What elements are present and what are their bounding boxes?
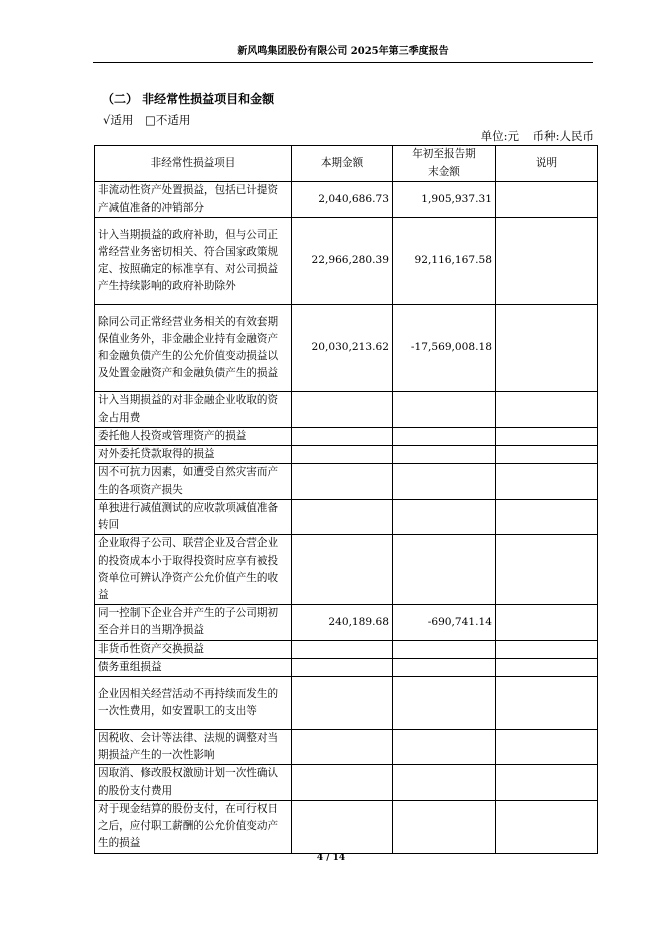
row-current-cell	[292, 658, 393, 676]
row-current-cell	[292, 800, 393, 853]
row-item-cell: 对外委托贷款取得的损益	[95, 446, 292, 464]
row-ytd-cell	[393, 730, 496, 765]
row-note-cell	[496, 800, 598, 853]
row-item-cell: 非货币性资产交换损益	[95, 640, 292, 658]
row-ytd-cell	[393, 428, 496, 446]
table-row	[95, 765, 598, 800]
row-current-cell	[292, 535, 393, 605]
row-current-cell	[292, 677, 393, 730]
row-note-cell	[496, 499, 598, 534]
row-item-cell: 计入当期损益的政府补助，但与公司正常经营业务密切相关、符合国家政策规定、按照确定的标准享有、对公司损益产生持续影响的政府补助除外	[95, 218, 292, 305]
row-note-cell	[496, 605, 598, 640]
row-current-cell: 20,030,213.62	[292, 305, 393, 392]
row-current-cell: 2,040,686.73	[292, 182, 393, 218]
row-note-cell	[496, 305, 598, 392]
row-ytd-cell	[393, 464, 496, 499]
row-note-cell	[496, 765, 598, 800]
row-note-cell	[496, 677, 598, 730]
row-ytd-cell	[393, 499, 496, 534]
row-item-cell: 除同公司正常经营业务相关的有效套期保值业务外，非金融企业持有金融资产和金融负债产生的公允价值变动损益以及处置金融资产和金融负债产生的损益	[95, 305, 292, 392]
unit-label: 单位:元	[480, 129, 519, 143]
page-number: 4 / 14	[316, 853, 346, 863]
row-note-cell	[496, 730, 598, 765]
row-item-cell: 计入当期损益的对非金融企业收取的资金占用费	[95, 392, 292, 428]
table-row	[95, 499, 598, 534]
table-body	[95, 182, 598, 854]
row-current-cell	[292, 392, 393, 428]
row-item-cell: 因取消、修改股权激励计划一次性确认的股份支付费用	[95, 765, 292, 800]
table-row	[95, 182, 598, 218]
row-ytd-cell: -17,569,008.18	[393, 305, 496, 392]
table-header-row	[95, 146, 598, 182]
header-current: 本期金额	[292, 146, 393, 182]
row-note-cell	[496, 640, 598, 658]
table-row	[95, 392, 598, 428]
row-item-cell: 同一控制下企业合并产生的子公司期初至合并日的当期净损益	[95, 605, 292, 640]
row-ytd-cell: -690,741.14	[393, 605, 496, 640]
non-recurring-gains-table	[94, 145, 598, 854]
row-ytd-cell	[393, 392, 496, 428]
row-ytd-cell	[393, 535, 496, 605]
row-item-cell: 因税收、会计等法律、法规的调整对当期损益产生的一次性影响	[95, 730, 292, 765]
row-current-cell	[292, 499, 393, 534]
header-divider	[93, 62, 593, 63]
row-current-cell	[292, 765, 393, 800]
row-ytd-cell	[393, 446, 496, 464]
row-note-cell	[496, 428, 598, 446]
table-row	[95, 428, 598, 446]
row-current-cell: 240,189.68	[292, 605, 393, 640]
row-current-cell	[292, 464, 393, 499]
row-ytd-cell	[393, 658, 496, 676]
document-header: 新风鸣集团股份有限公司 2025年第三季度报告	[237, 46, 449, 57]
table-row	[95, 658, 598, 676]
row-note-cell	[496, 182, 598, 218]
table-row	[95, 535, 598, 605]
table-row	[95, 464, 598, 499]
row-item-cell: 企业取得子公司、联营企业及合营企业的投资成本小于取得投资时应享有被投资单位可辨认净资产公允价值产生的收益	[95, 535, 292, 605]
currency-label: 币种:人民币	[532, 129, 594, 143]
row-item-cell: 因不可抗力因素，如遭受自然灾害而产生的各项资产损失	[95, 464, 292, 499]
table-row	[95, 305, 598, 392]
row-item-cell: 单独进行减值测试的应收款项减值准备转回	[95, 499, 292, 534]
table-row	[95, 730, 598, 765]
table-row	[95, 605, 598, 640]
row-item-cell: 企业因相关经营活动不再持续而发生的一次性费用，如安置职工的支出等	[95, 677, 292, 730]
applicability-options	[103, 112, 190, 128]
row-current-cell: 22,966,280.39	[292, 218, 393, 305]
row-current-cell	[292, 640, 393, 658]
row-ytd-cell	[393, 765, 496, 800]
header-item: 非经常性损益项目	[95, 146, 292, 182]
row-current-cell	[292, 730, 393, 765]
row-ytd-cell	[393, 640, 496, 658]
row-ytd-cell: 92,116,167.58	[393, 218, 496, 305]
not-applicable-option: □不适用	[144, 113, 191, 127]
applicable-option: √适用	[103, 113, 134, 127]
header-note: 说明	[496, 146, 598, 182]
table-row	[95, 640, 598, 658]
row-note-cell	[496, 658, 598, 676]
table-row	[95, 218, 598, 305]
table-row	[95, 677, 598, 730]
row-note-cell	[496, 218, 598, 305]
unit-line	[481, 128, 594, 144]
row-item-cell: 债务重组损益	[95, 658, 292, 676]
row-ytd-cell: 1,905,937.31	[393, 182, 496, 218]
table-row	[95, 446, 598, 464]
row-ytd-cell	[393, 800, 496, 853]
row-ytd-cell	[393, 677, 496, 730]
row-note-cell	[496, 535, 598, 605]
row-item-cell: 对于现金结算的股份支付，在可行权日之后，应付职工薪酬的公允价值变动产生的损益	[95, 800, 292, 853]
header-ytd: 年初至报告期末金额	[393, 146, 496, 182]
section-title: （二） 非经常性损益项目和金额	[102, 92, 275, 106]
row-note-cell	[496, 446, 598, 464]
row-item-cell: 非流动性资产处置损益，包括已计提资产减值准备的冲销部分	[95, 182, 292, 218]
row-item-cell: 委托他人投资或管理资产的损益	[95, 428, 292, 446]
row-note-cell	[496, 392, 598, 428]
row-note-cell	[496, 464, 598, 499]
row-current-cell	[292, 446, 393, 464]
row-current-cell	[292, 428, 393, 446]
table-row	[95, 800, 598, 853]
